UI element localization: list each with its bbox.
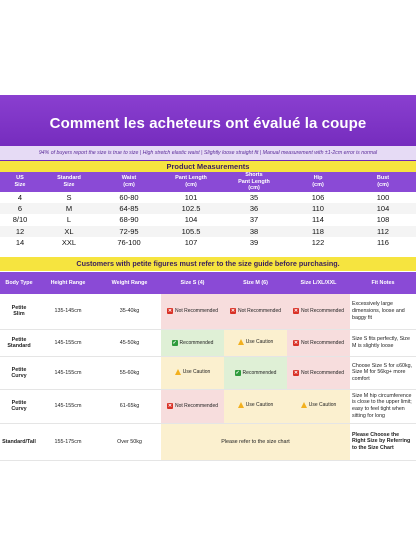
height-range-cell: 135-145cm	[38, 294, 98, 329]
fit-status-label: Not Recommended	[174, 308, 219, 315]
measurement-cell: 8/10	[12, 215, 28, 225]
refer-size-chart-cell: Please refer to the size chart	[161, 423, 350, 460]
cross-icon: ✕	[167, 308, 173, 315]
column-header-line: Waist	[121, 175, 137, 182]
body-type-line: Petite	[11, 400, 27, 406]
fit-status-label: Use Caution	[245, 402, 274, 408]
fit-notes-cell: Please Choose the Right Size by Referring to the Size Chart	[350, 423, 416, 460]
measurements-column-header	[286, 172, 350, 192]
cross-icon: ✕	[293, 369, 299, 376]
cross-icon: ✕	[293, 339, 299, 346]
fit-status	[167, 403, 218, 409]
height-range-cell: 145-155cm	[38, 389, 98, 423]
fit-status	[230, 308, 281, 314]
guide-row	[0, 329, 416, 356]
height-range-cell: 145-155cm	[38, 329, 98, 356]
measurements-column-header	[40, 172, 98, 192]
fit-status	[167, 308, 218, 314]
warning-icon	[238, 339, 244, 345]
check-icon: ✓	[235, 369, 240, 376]
body-type-cell	[0, 329, 38, 356]
fit-status-label: Not Recommended	[174, 403, 219, 409]
column-header-line: (cm)	[312, 181, 324, 188]
fit-status-cell	[161, 389, 224, 423]
column-header-line: (cm)	[185, 181, 197, 188]
measurements-column-header	[98, 172, 160, 192]
cross-icon: ✕	[167, 403, 173, 409]
measurement-row	[0, 237, 416, 248]
guide-row	[0, 294, 416, 329]
measurement-cell: 101	[184, 192, 198, 202]
warning-icon	[301, 402, 307, 408]
fit-status	[172, 340, 214, 346]
fit-status-label: Use Caution	[245, 338, 274, 345]
measurements-table	[0, 172, 416, 248]
body-type-cell	[0, 294, 38, 329]
measurement-cell: 76-100	[117, 238, 141, 248]
measurement-cell: 68-90	[119, 215, 139, 225]
measurement-cell: 64-85	[98, 203, 160, 214]
fit-status-label: Not Recommended	[300, 339, 345, 346]
measurement-cell: 118	[286, 226, 350, 237]
fit-status	[293, 370, 344, 376]
measurement-cell: 12	[0, 226, 40, 237]
fit-status-label: Recommended	[242, 369, 277, 376]
weight-range-cell: 55-60kg	[98, 356, 161, 389]
measurement-cell: 114	[312, 215, 324, 225]
measurement-cell: 108	[376, 215, 390, 225]
fit-status-label: Not Recommended	[300, 308, 345, 315]
page-title: Comment les acheteurs ont évalué la coupe	[49, 115, 367, 132]
fit-status	[293, 308, 344, 314]
guide-row	[0, 389, 416, 423]
measurement-cell: 106	[311, 192, 325, 202]
body-type-line: Petite	[11, 305, 27, 312]
measurements-column-header	[0, 172, 40, 192]
column-header-line: Shorts	[245, 172, 263, 178]
body-type-line: Slim	[13, 311, 25, 318]
weight-range-cell: 45-50kg	[98, 329, 161, 356]
fit-status-cell	[224, 329, 287, 356]
fit-status	[301, 402, 337, 408]
measurements-column-header	[350, 172, 416, 192]
body-type-line: Curvy	[11, 372, 27, 379]
measurement-cell: 105.5	[160, 226, 222, 237]
weight-range-cell: 35-40kg	[98, 294, 161, 329]
measurement-cell: 35	[249, 192, 259, 202]
body-type-cell	[0, 389, 38, 423]
measurement-cell: 14	[15, 238, 25, 248]
fit-notes-cell: Excessively large dimensions, loose and baggy fit	[350, 294, 416, 329]
column-header-line: Pant Length	[238, 178, 270, 185]
fit-status-cell	[287, 294, 350, 329]
measurement-cell: 110	[286, 203, 350, 214]
fit-status	[238, 339, 274, 345]
measurement-cell: 60-80	[119, 192, 139, 202]
fit-status-cell	[224, 294, 287, 329]
measurement-cell: 72-95	[98, 226, 160, 237]
guide-column-header: Fit Notes	[350, 272, 416, 294]
fit-status-cell	[224, 389, 287, 423]
column-header-line: Size	[63, 181, 75, 188]
column-header-line: Hip	[313, 175, 323, 182]
measurement-row	[0, 226, 416, 237]
column-header-line: Bust	[376, 175, 390, 182]
guide-column-header: Height Range	[38, 272, 98, 294]
measurement-cell: M	[40, 203, 98, 214]
guide-row	[0, 423, 416, 460]
column-header-line: US	[16, 175, 24, 182]
fit-status-label: Not Recommended	[300, 369, 345, 376]
height-range-cell: 155-175cm	[38, 423, 98, 460]
measurements-heading: Product Measurements	[0, 161, 416, 172]
body-type-line: Petite	[11, 336, 27, 343]
measurement-row	[0, 203, 416, 214]
measurement-cell: 122	[311, 238, 325, 248]
fit-status-cell	[161, 356, 224, 389]
guide-column-header: Size S (4)	[161, 272, 224, 294]
body-type-line: Curvy	[11, 406, 27, 412]
measurement-cell: 38	[222, 226, 286, 237]
fit-notes-cell: Size M hip circumference is close to the upper limit; easy to feel tight when sitting for long	[350, 389, 416, 423]
fit-status-label: Use Caution	[182, 368, 211, 375]
measurement-cell: 104	[350, 203, 416, 214]
measurement-cell: XL	[40, 226, 98, 237]
measurement-row	[0, 214, 416, 225]
body-type-cell	[0, 423, 38, 460]
column-header-line: Standard	[57, 175, 81, 182]
fit-note: 94% of buyers report the size is true to size | High stretch elastic waist | Slightly loose straight fit | Manual measurement with ±1-2cm error is normal	[0, 146, 416, 160]
warning-icon	[238, 402, 244, 408]
measurement-cell: S	[66, 192, 72, 202]
column-header-line: (cm)	[248, 185, 260, 191]
body-type-line: Standard	[7, 342, 31, 349]
guide-column-header: Weight Range	[98, 272, 161, 294]
column-header-line: Pant Length	[175, 175, 207, 182]
measurements-column-header	[160, 172, 222, 192]
height-range-cell: 145-155cm	[38, 356, 98, 389]
warning-icon	[175, 369, 181, 375]
measurement-cell: 116	[377, 238, 389, 248]
guide-column-header: Body Type	[0, 272, 38, 294]
column-header-line: (cm)	[377, 181, 389, 188]
measurement-cell: 104	[184, 215, 198, 225]
fit-status	[175, 369, 211, 375]
fit-status-cell	[161, 294, 224, 329]
check-icon: ✓	[172, 339, 177, 346]
column-header-line: Size	[14, 181, 26, 188]
measurement-cell: 39	[249, 238, 259, 248]
measurement-row	[0, 192, 416, 203]
cross-icon: ✕	[293, 308, 299, 315]
measurement-cell: 6	[0, 203, 40, 214]
guide-column-header: Size M (6)	[224, 272, 287, 294]
measurement-cell: 112	[350, 226, 416, 237]
fit-status	[293, 340, 344, 346]
petite-size-guide-table	[0, 272, 416, 461]
fit-status-cell	[287, 329, 350, 356]
fit-status-cell	[224, 356, 287, 389]
fit-status	[235, 370, 277, 376]
fit-status-cell	[287, 389, 350, 423]
fit-status-label: Recommended	[179, 339, 214, 346]
column-header-line: (cm)	[123, 181, 135, 188]
body-type-cell	[0, 356, 38, 389]
fit-status-cell	[161, 329, 224, 356]
fit-status-label: Not Recommended	[237, 308, 282, 315]
measurement-cell: 102.5	[160, 203, 222, 214]
measurement-cell: L	[66, 215, 72, 225]
measurement-cell: 4	[17, 192, 23, 202]
guide-row	[0, 356, 416, 389]
measurement-cell: XXL	[61, 238, 77, 248]
fit-notes-cell: Choose Size S for ≤60kg, Size M for 56kg+ more comfort	[350, 356, 416, 389]
guide-column-header: Size L/XL/XXL	[287, 272, 350, 294]
measurements-column-header	[222, 172, 286, 192]
measurement-cell: 100	[376, 192, 390, 202]
fit-notes-cell: Size S fits perfectly, Size M is slightly loose	[350, 329, 416, 356]
measurement-cell: 36	[222, 203, 286, 214]
cross-icon: ✕	[230, 308, 236, 315]
measurement-cell: 37	[249, 215, 259, 225]
body-type-line: Petite	[11, 366, 27, 373]
fit-status-cell	[287, 356, 350, 389]
weight-range-cell: 61-65kg	[98, 389, 161, 423]
measurement-cell: 107	[184, 238, 198, 248]
petite-heading: Customers with petite figures must refer to the size guide before purchasing.	[0, 257, 416, 271]
fit-status-label: Use Caution	[308, 402, 337, 408]
body-type-line: Standard/Tall	[2, 438, 36, 445]
fit-status	[238, 402, 274, 408]
weight-range-cell: Over 50kg	[98, 423, 161, 460]
